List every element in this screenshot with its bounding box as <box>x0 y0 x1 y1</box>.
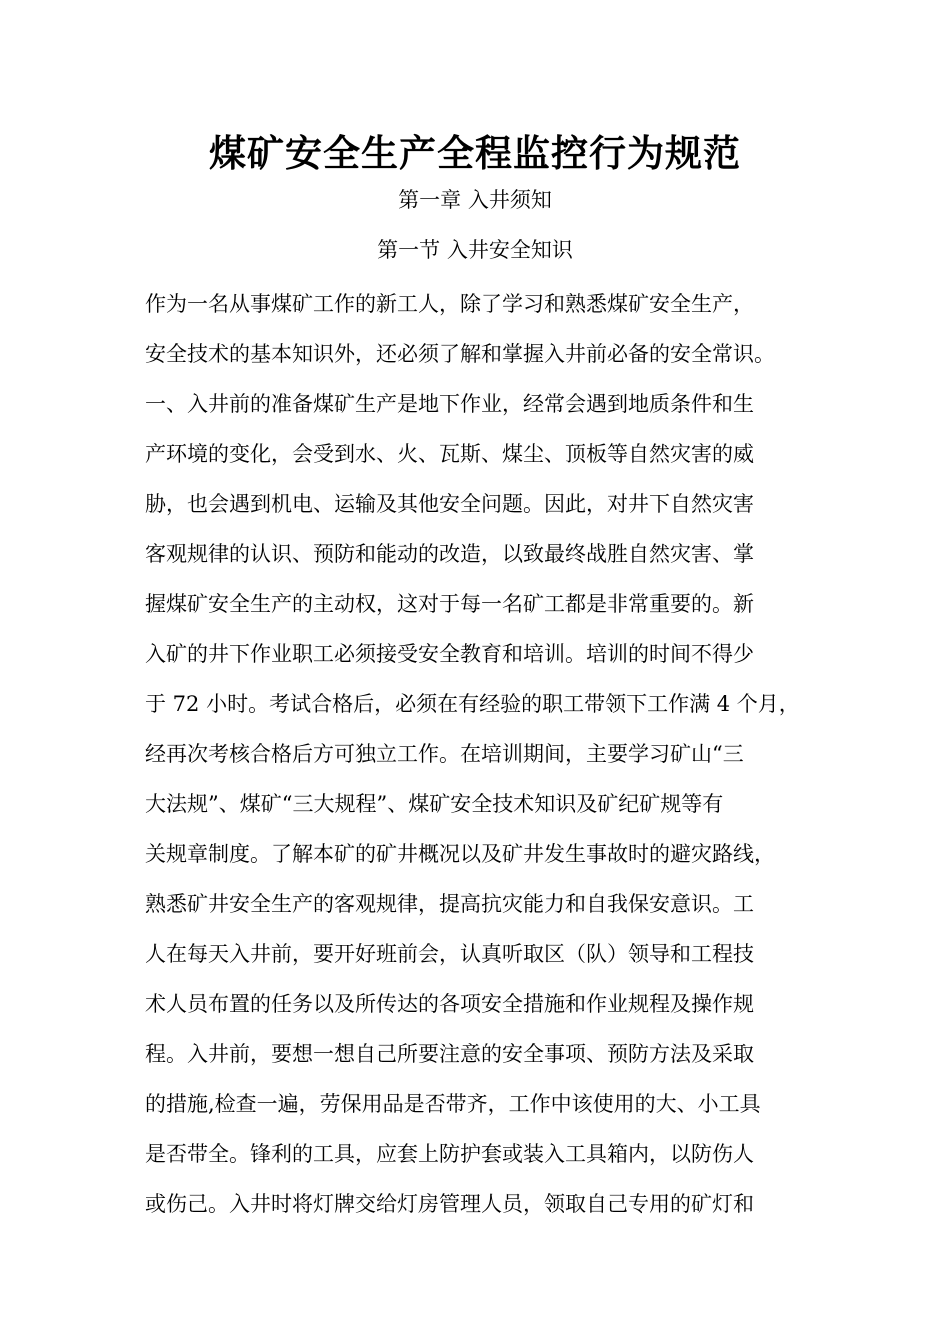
text-line: 关规章制度。了解本矿的矿井概况以及矿井发生事故时的避灾路线， <box>145 842 775 866</box>
text-line: 客观规律的认识、预防和能动的改造，以致最终战胜自然灾害、掌 <box>145 542 754 566</box>
text-line: 是否带全。锋利的工具，应套上防护套或装入工具箱内，以防伤人 <box>145 1142 754 1166</box>
section-heading: 第一节 入井安全知识 <box>377 238 573 262</box>
text-line: 作为一名从事煤矿工作的新工人，除了学习和熟悉煤矿安全生产， <box>145 292 754 316</box>
document-title: 煤矿安全生产全程监控行为规范 <box>209 131 741 175</box>
text-line: 安全技术的基本知识外，还必须了解和掌握入井前必备的安全常识。 <box>145 342 775 366</box>
text-line: 术人员布置的任务以及所传达的各项安全措施和作业规程及操作规 <box>145 992 754 1016</box>
text-line: 经再次考核合格后方可独立工作。在培训期间，主要学习矿山“三 <box>145 742 744 766</box>
text-line: 熟悉矿井安全生产的客观规律，提高抗灾能力和自我保安意识。工 <box>145 892 754 916</box>
text-line: 胁，也会遇到机电、运输及其他安全问题。因此，对井下自然灾害 <box>145 492 754 516</box>
chapter-heading: 第一章 入井须知 <box>398 188 552 212</box>
text-line: 入矿的井下作业职工必须接受安全教育和培训。培训的时间不得少 <box>145 642 754 666</box>
text-line: 程。入井前，要想一想自己所要注意的安全事项、预防方法及采取 <box>145 1042 754 1066</box>
text-line: 或伤己。入井时将灯牌交给灯房管理人员，领取自己专用的矿灯和 <box>145 1192 754 1216</box>
text-line: 的措施,检查一遍，劳保用品是否带齐，工作中该使用的大、小工具 <box>145 1092 761 1116</box>
text-line: 产环境的变化，会受到水、火、瓦斯、煤尘、顶板等自然灾害的威 <box>145 442 754 466</box>
body-paragraph <box>145 279 835 1229</box>
text-line: 大法规”、煤矿“三大规程”、煤矿安全技术知识及矿纪矿规等有 <box>145 792 724 816</box>
text-line: 于 72 小时。考试合格后，必须在有经验的职工带领下工作满 4 个月， <box>145 692 800 716</box>
text-line: 人在每天入井前，要开好班前会，认真听取区（队）领导和工程技 <box>145 942 754 966</box>
text-line: 握煤矿安全生产的主动权，这对于每一名矿工都是非常重要的。新 <box>145 592 754 616</box>
text-line: 一、入井前的准备煤矿生产是地下作业，经常会遇到地质条件和生 <box>145 392 754 416</box>
